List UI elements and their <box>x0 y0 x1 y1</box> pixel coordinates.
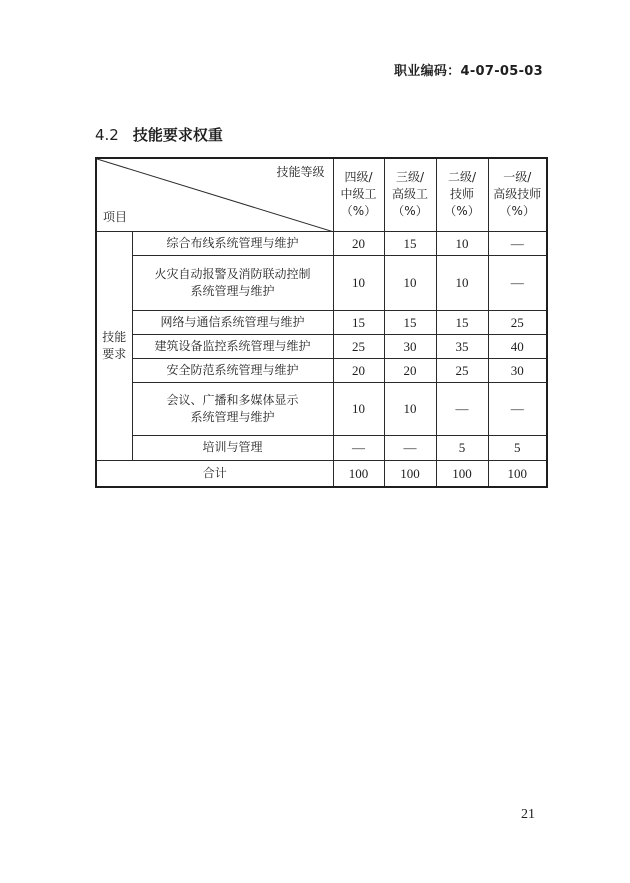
item-name-line: 培训与管理 <box>202 440 263 454</box>
weight-value: 25 <box>436 358 488 382</box>
total-row <box>96 460 547 487</box>
group-label-line: 要求 <box>102 346 127 361</box>
weight-value: 20 <box>333 358 384 382</box>
page-number: 21 <box>521 807 535 822</box>
weight-value: 10 <box>333 382 384 435</box>
weight-value: — <box>436 382 488 435</box>
level-line: 一级/ <box>503 170 532 185</box>
level-header <box>384 158 436 231</box>
item-name-line: 系统管理与维护 <box>190 283 275 298</box>
weight-value: 10 <box>384 382 436 435</box>
total-value: 100 <box>384 460 436 487</box>
item-name <box>132 358 333 382</box>
level-line: （%） <box>444 204 480 219</box>
weight-value: 25 <box>333 334 384 358</box>
table-row <box>96 435 547 460</box>
item-name-line: 综合布线系统管理与维护 <box>166 235 299 250</box>
weight-value: 30 <box>384 334 436 358</box>
skill-weight-table <box>95 157 548 488</box>
weight-value: 5 <box>488 435 547 460</box>
group-label-cell <box>96 231 132 460</box>
weight-value: 35 <box>436 334 488 358</box>
total-value: 100 <box>333 460 384 487</box>
level-line: 高级技师 <box>493 187 542 202</box>
level-line: 技师 <box>449 187 474 202</box>
section-number: 4.2 <box>95 126 119 144</box>
level-header <box>333 158 384 231</box>
level-line: 二级/ <box>447 170 477 185</box>
weight-value: 40 <box>488 334 547 358</box>
item-name-line: 会议、广播和多媒体显示 <box>166 392 299 407</box>
item-name <box>132 334 333 358</box>
level-line: 四级/ <box>344 170 373 185</box>
item-name-line: 网络与通信系统管理与维护 <box>160 314 305 329</box>
level-line: （%） <box>499 204 535 219</box>
weight-value: 10 <box>384 255 436 310</box>
occupation-code: 职业编码：4-07-05-03 <box>393 64 543 79</box>
skill-level-label: 技能等级 <box>276 165 325 179</box>
table-row <box>96 382 547 435</box>
table-row <box>96 310 547 334</box>
weight-value: 10 <box>436 231 488 255</box>
weight-value: — <box>333 435 384 460</box>
weight-value: 15 <box>436 310 488 334</box>
group-label-line: 技能 <box>102 329 127 344</box>
table-row <box>96 334 547 358</box>
table-row <box>96 358 547 382</box>
level-header <box>488 158 547 231</box>
weight-value: — <box>488 382 547 435</box>
diagonal-header-cell <box>96 158 333 231</box>
total-label: 合计 <box>96 460 333 487</box>
item-name <box>132 255 333 310</box>
table-row <box>96 255 547 310</box>
table-header-row <box>96 158 547 231</box>
level-line: 高级工 <box>391 187 428 202</box>
section-heading <box>95 124 223 145</box>
weight-value: 20 <box>333 231 384 255</box>
weight-value: 10 <box>333 255 384 310</box>
weight-value: 30 <box>488 358 547 382</box>
weight-value: 20 <box>384 358 436 382</box>
weight-value: — <box>488 255 547 310</box>
section-title-text: 技能要求权重 <box>132 126 223 144</box>
weight-value: — <box>384 435 436 460</box>
item-name-line: 系统管理与维护 <box>190 409 275 424</box>
item-name <box>132 382 333 435</box>
level-header <box>436 158 488 231</box>
item-name-line: 火灾自动报警及消防联动控制 <box>154 266 311 281</box>
weight-value: 5 <box>436 435 488 460</box>
weight-value: 25 <box>488 310 547 334</box>
weight-value: 10 <box>436 255 488 310</box>
item-label: 项目 <box>103 209 128 224</box>
item-name <box>132 231 333 255</box>
weight-value: 15 <box>384 231 436 255</box>
item-name-line: 建筑设备监控系统管理与维护 <box>154 338 311 353</box>
item-name <box>132 435 333 460</box>
weight-value: 15 <box>384 310 436 334</box>
total-value: 100 <box>488 460 547 487</box>
level-line: 三级/ <box>395 170 425 185</box>
item-name-line: 安全防范系统管理与维护 <box>166 362 299 377</box>
level-line: （%） <box>392 204 428 219</box>
level-line: （%） <box>340 204 377 219</box>
weight-value: — <box>488 231 547 255</box>
item-name <box>132 310 333 334</box>
weight-value: 15 <box>333 310 384 334</box>
level-line: 中级工 <box>340 187 377 202</box>
table-row <box>96 231 547 255</box>
total-value: 100 <box>436 460 488 487</box>
